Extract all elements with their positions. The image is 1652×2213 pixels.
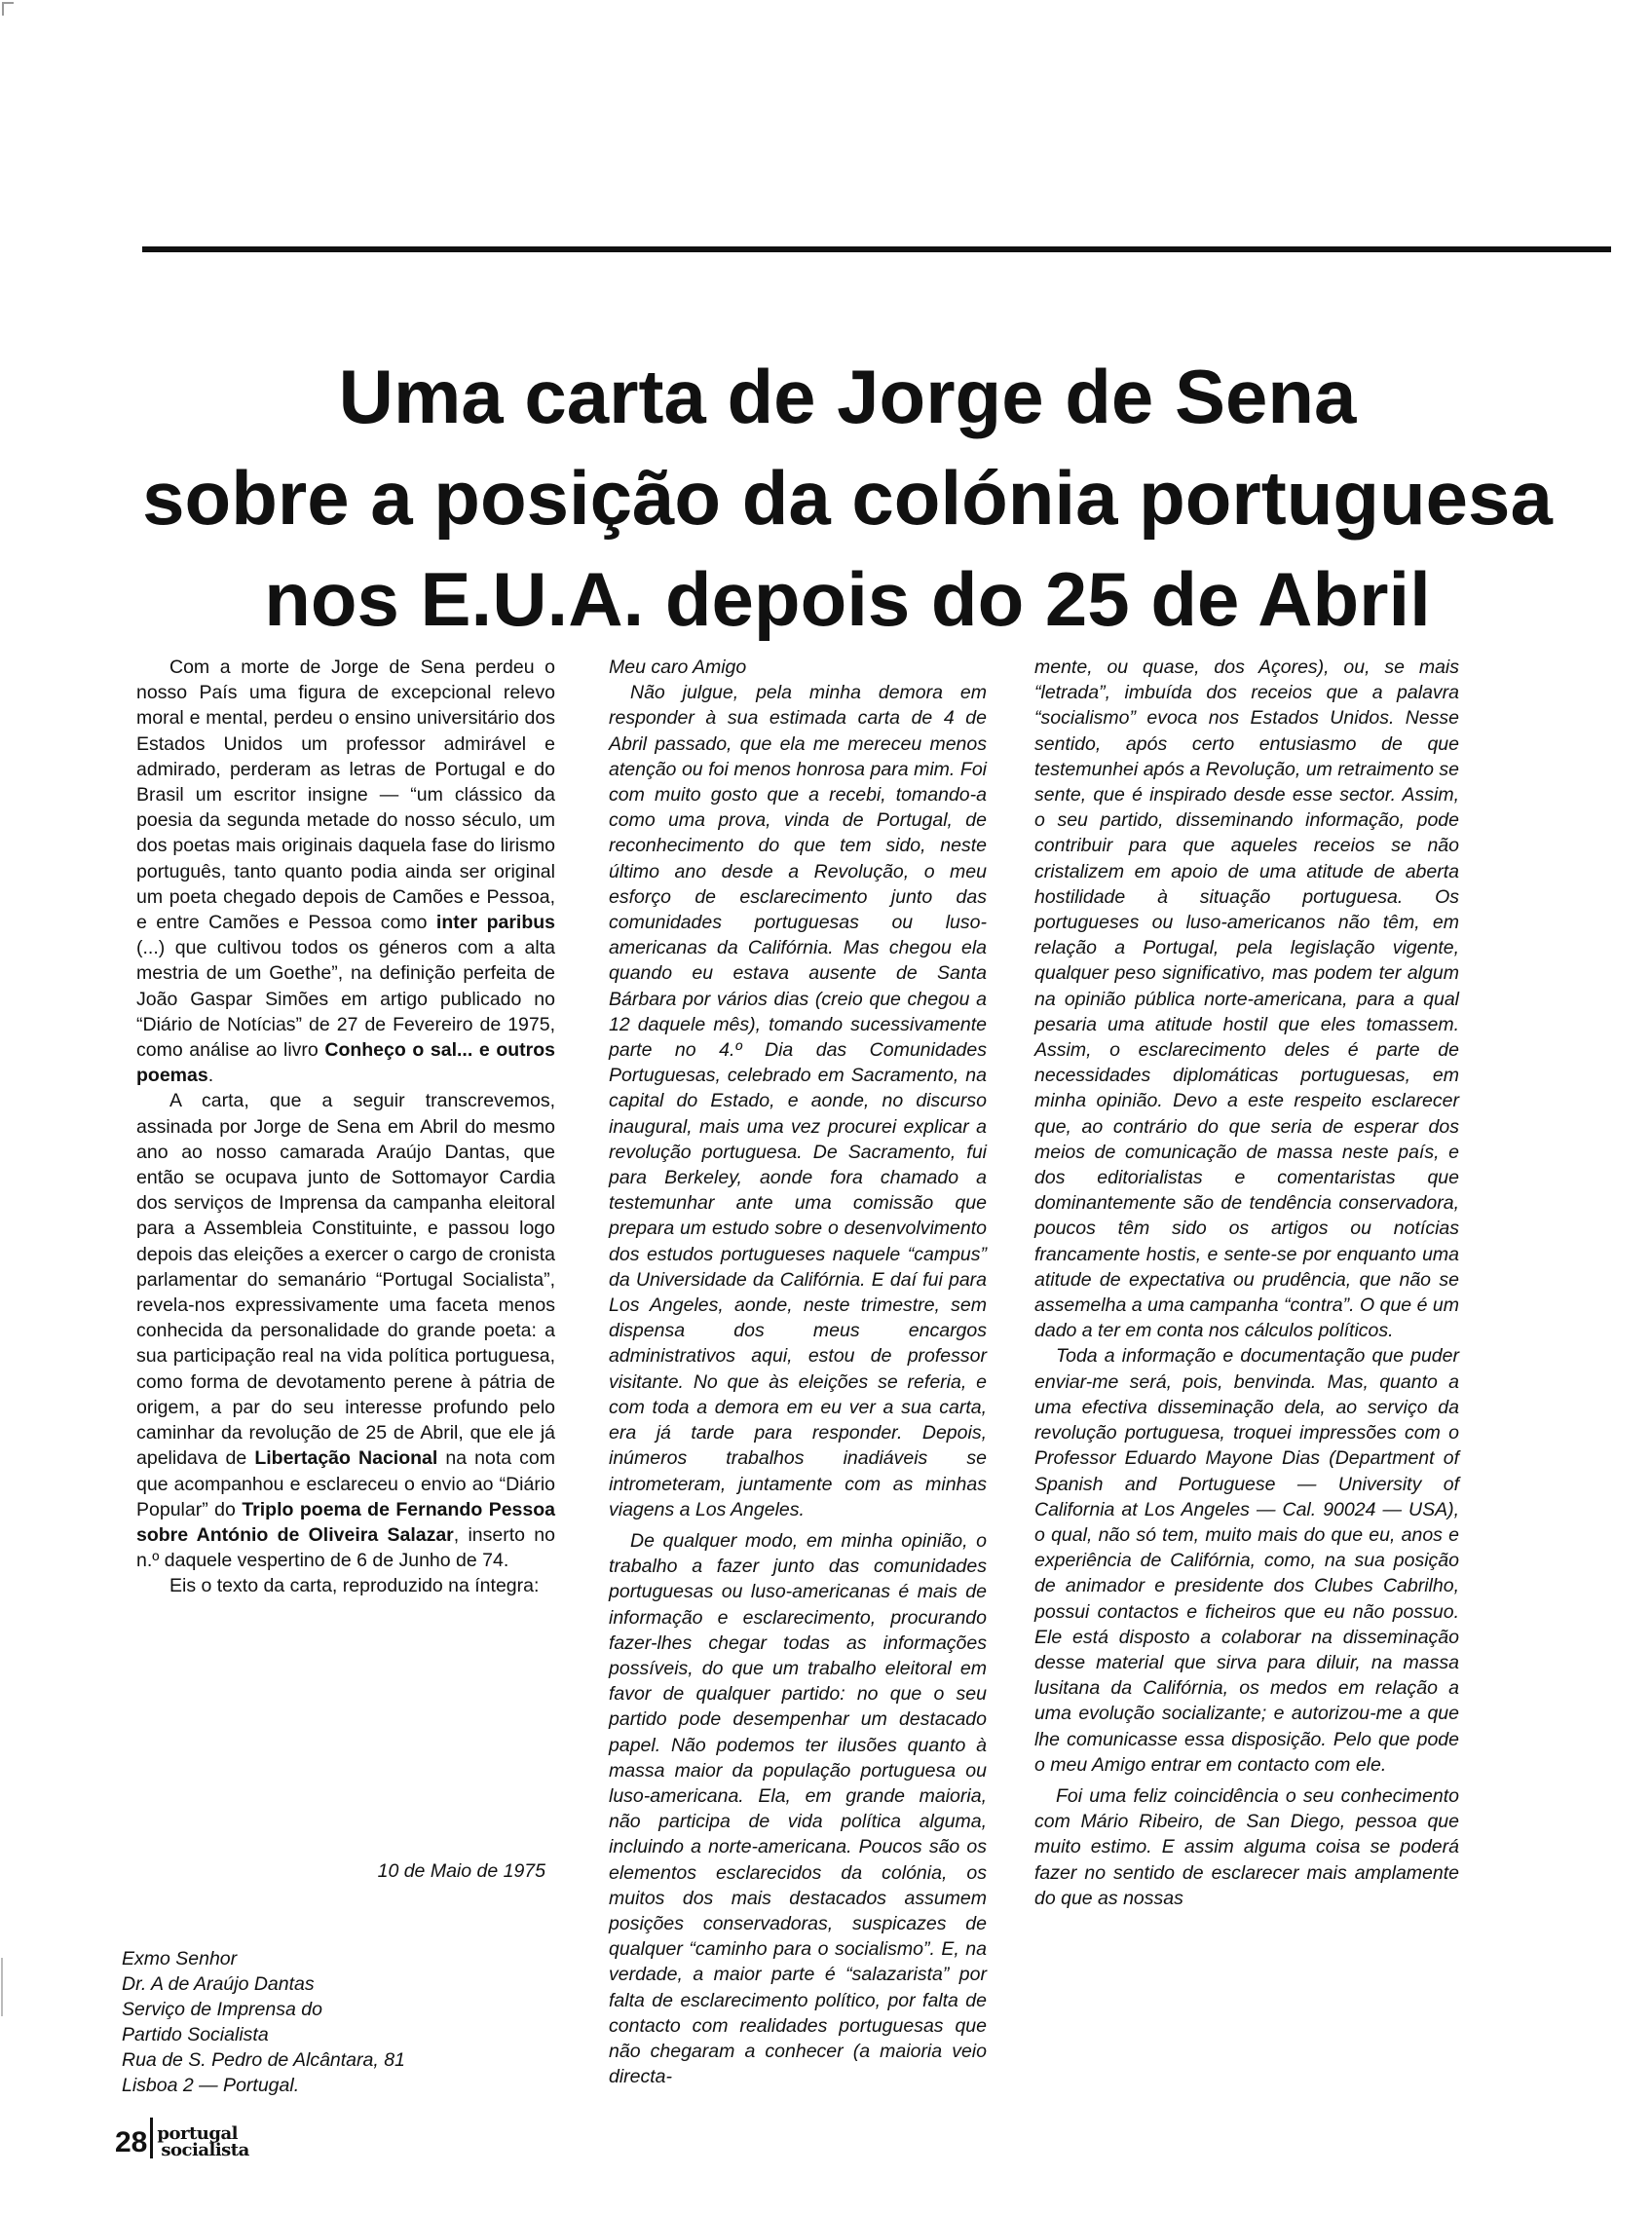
headline-line-1: Uma carta de Jorge de Sena <box>338 354 1357 439</box>
intro-text: na nota com que acompanhou e esclareceu o envio ao “Diário Popular” do <box>136 1447 555 1520</box>
intro-text: . <box>207 1065 214 1087</box>
publication-logo <box>157 2125 248 2158</box>
address-line: Dr. A de Araújo Dantas <box>122 1973 315 1995</box>
scan-edge-mark <box>1 1958 3 2016</box>
address-line: Rua de S. Pedro de Alcântara, 81 <box>122 2049 405 2071</box>
letter-paragraph-2: De qualquer modo, em minha opinião, o trabalho a fazer junto das comunidades portuguesas ou luso-americanas é mais de informação e esclarecimento, procurando fazer-lhes chegar todas as informações possíveis, do que um trabalho eleitoral em favor de qualquer partido: no que o seu partido pode desempenhar um destacado papel. Não podemos ter ilusões quanto à massa maior da população portuguesa ou luso-americana. Ela, em grande maioria, não participa de vida política alguma, incluindo a norte-americana. Poucos são os elementos esclarecidos da colónia, os muitos dos mais destacados assumem posições conservadoras, suspicazes de qualquer “caminho para o socialismo”. E, na verdade, a maior parte é “salazarista” por falta de esclarecimento político, por falta de contacto com realidades portuguesas que não chegaram a conhecer (a maioria veio directa- <box>609 1529 987 2088</box>
letter-column-2 <box>1034 655 1459 1911</box>
headline-line-3: nos E.U.A. depois do 25 de Abril <box>264 556 1431 642</box>
intro-text: (...) que cultivou todos os géneros com a alta mestria de um Goethe”, na definição perfeita de João Gaspar Simões em artigo publicado no “Diário de Notícias” de 27 de Fevereiro de 1975, como análise ao livro <box>136 937 555 1062</box>
intro-bold-text: Conheço o sal... e outros poemas <box>136 1039 555 1087</box>
address-line: Serviço de Imprensa do <box>122 1999 322 2020</box>
footer-divider <box>150 2118 153 2158</box>
logo-line-1: portugal <box>157 2123 238 2144</box>
intro-paragraph-1 <box>136 655 555 1088</box>
letter-salutation: Meu caro Amigo <box>609 656 747 678</box>
intro-bold-text: Libertação Nacional <box>254 1447 438 1470</box>
scan-corner-mark <box>2 2 14 16</box>
address-line: Lisboa 2 — Portugal. <box>122 2075 300 2096</box>
page-number: 28 <box>115 2126 148 2158</box>
headline-line-2: sobre a posição da colónia portuguesa <box>142 455 1553 541</box>
intro-paragraph-3: Eis o texto da carta, reproduzido na íntegra: <box>169 1575 540 1597</box>
letter-paragraph-2-continued: mente, ou quase, dos Açores), ou, se mais “letrada”, imbuída dos receios que a palavra “socialismo” evoca nos Estados Unidos. Nesse sentido, após certo entusiasmo de que testemunhei após a Revolução, um retraimento se sente, que é inspirado desde esse sector. Assim, o seu partido, disseminando informação, pode contribuir para que aqueles receios se não cristalizem em apoio de uma atitude de aberta hostilidade à situação portuguesa. Os portugueses ou luso-americanos não têm, em relação a Portugal, pela legislação vigente, qualquer peso significativo, mas podem ter algum na opinião pública norte-americana, para a qual pesaria uma atitude hostil que eles tomassem. Assim, o esclarecimento deles é parte de necessidades diplomáticas portuguesas, em minha opinião. Devo a este respeito esclarecer que, ao contrário do que seria de esperar dos meios de comunicação de massa neste país, e dos editorialistas e comentaristas que dominantemente são de tendência conservadora, poucos têm sido os artigos ou notícias francamente hostis, e sente-se por enquanto uma atitude de expectativa ou prudência, que não se assemelha a uma campanha “contra”. O que é um dado a ter em conta nos cálculos políticos. <box>1034 656 1459 1342</box>
top-rule <box>142 246 1611 252</box>
letter-paragraph-3: Toda a informação e documentação que puder enviar-me será, pois, benvinda. Mas, quanto a uma efectiva disseminação dela, ao serviço da revolução portuguesa, troquei impressões com o Professor Eduardo Mayone Dias (Department of Spanish and Portuguese — University of California at Los Angeles — Cal. 90024 — USA), o qual, não só tem, muito mais do que eu, anos e experiência de Califórnia, como, na sua posição de animador e presidente dos Clubes Cabrilho, possui contactos e ficheiros que eu não possuo. Ele está disposto a colaborar na disseminação desse material que sirva para diluir, na massa lusitana da Califórnia, os medos em relação a uma evolução socializante; e autorizou-me a que lhe comunicasse essa disposição. Pelo que pode o meu Amigo entrar em contacto com ele. <box>1034 1345 1459 1776</box>
intro-paragraph-2 <box>136 1088 555 1573</box>
address-line: Partido Socialista <box>122 2024 269 2045</box>
intro-bold-text: inter paribus <box>435 912 555 934</box>
intro-text: A carta, que a seguir transcrevemos, assinada por Jorge de Sena em Abril do mesmo ano ao nosso camarada Araújo Dantas, que então se ocupava junto de Sottomayor Cardia dos serviços de Imprensa da campanha eleitoral para a Assembleia Constituinte, e passou logo depois das eleições a exercer o cargo de cronista parlamentar do semanário “Portugal Socialista”, revela-nos expressivamente uma faceta menos conhecida da personalidade do grande poeta: a sua participação real na vida política portuguesa, como forma de devotamento perene à pátria de origem, a par do seu interesse profundo pelo caminhar da revolução de 25 de Abril, que ele já apelidava de <box>136 1090 555 1470</box>
logo-line-2: socialista <box>161 2140 249 2160</box>
letter-address-block <box>122 1946 531 2098</box>
letter-date: 10 de Maio de 1975 <box>377 1860 545 1882</box>
letter-paragraph-1: Não julgue, pela minha demora em responder à sua estimada carta de 4 de Abril passado, que ela me mereceu menos atenção ou foi menos honrosa para mim. Foi com muito gosto que a recebi, tomando-a como uma prova, vinda de Portugal, de reconhecimento do que tem sido, neste último ano desde a Revolução, o meu esforço de esclarecimento junto das comunidades portuguesas ou luso-americanas da Califórnia. Mas chegou ela quando eu estava ausente de Santa Bárbara por vários dias (creio que chegou a 12 daquele mês), tomando sucessivamente parte no 4.º Dia das Comunidades Portuguesas, celebrado em Sacramento, na capital do Estado, e aonde, no discurso inaugural, mais uma vez procurei explicar a revolução portuguesa. De Sacramento, fui para Berkeley, aonde fora chamado a testemunhar ante uma comissão que prepara um estudo sobre o desenvolvimento dos estudos portugueses naquele “campus” da Universidade da Califórnia. E daí fui para Los Angeles, aonde, neste trimestre, sem dispensa dos meus encargos administrativos aqui, estou de professor visitante. No que às eleições se referia, e com toda a demora em eu ver a sua carta, era já tarde para responder. Depois, inúmeros trabalhos inadiáveis se intrometeram, juntamente com as minhas viagens a Los Angeles. <box>609 682 987 1520</box>
letter-paragraph-4: Foi uma feliz coincidência o seu conhecimento com Mário Ribeiro, de San Diego, pessoa que muito estimo. E assim alguma coisa se poderá fazer no sentido de esclarecer mais amplamente do que as nossas <box>1034 1784 1459 1909</box>
intro-bold-text: Triplo poema de Fernando Pessoa sobre António de Oliveira Salazar <box>136 1498 555 1546</box>
intro-text: , inserto no n.º daquele vespertino de 6 de Junho de 74. <box>136 1523 555 1572</box>
letter-column-1 <box>609 655 987 2089</box>
article-headline <box>88 346 1607 650</box>
page-footer <box>115 2114 249 2158</box>
intro-text: Com a morte de Jorge de Sena perdeu o nosso País uma figura de excepcional relevo moral e mental, perdeu o ensino universitário dos Estados Unidos um professor admirável e admirado, perderam as letras de Portugal e do Brasil um escritor insigne — “um clássico da poesia da segunda metade do nosso século, um dos poetas mais originais daquela fase do lirismo português, tanto quanto podia ainda ser original um poeta chegado depois de Camões e Pessoa, e entre Camões e Pessoa como <box>136 656 555 934</box>
address-line: Exmo Senhor <box>122 1948 238 1969</box>
intro-column <box>136 655 555 1599</box>
